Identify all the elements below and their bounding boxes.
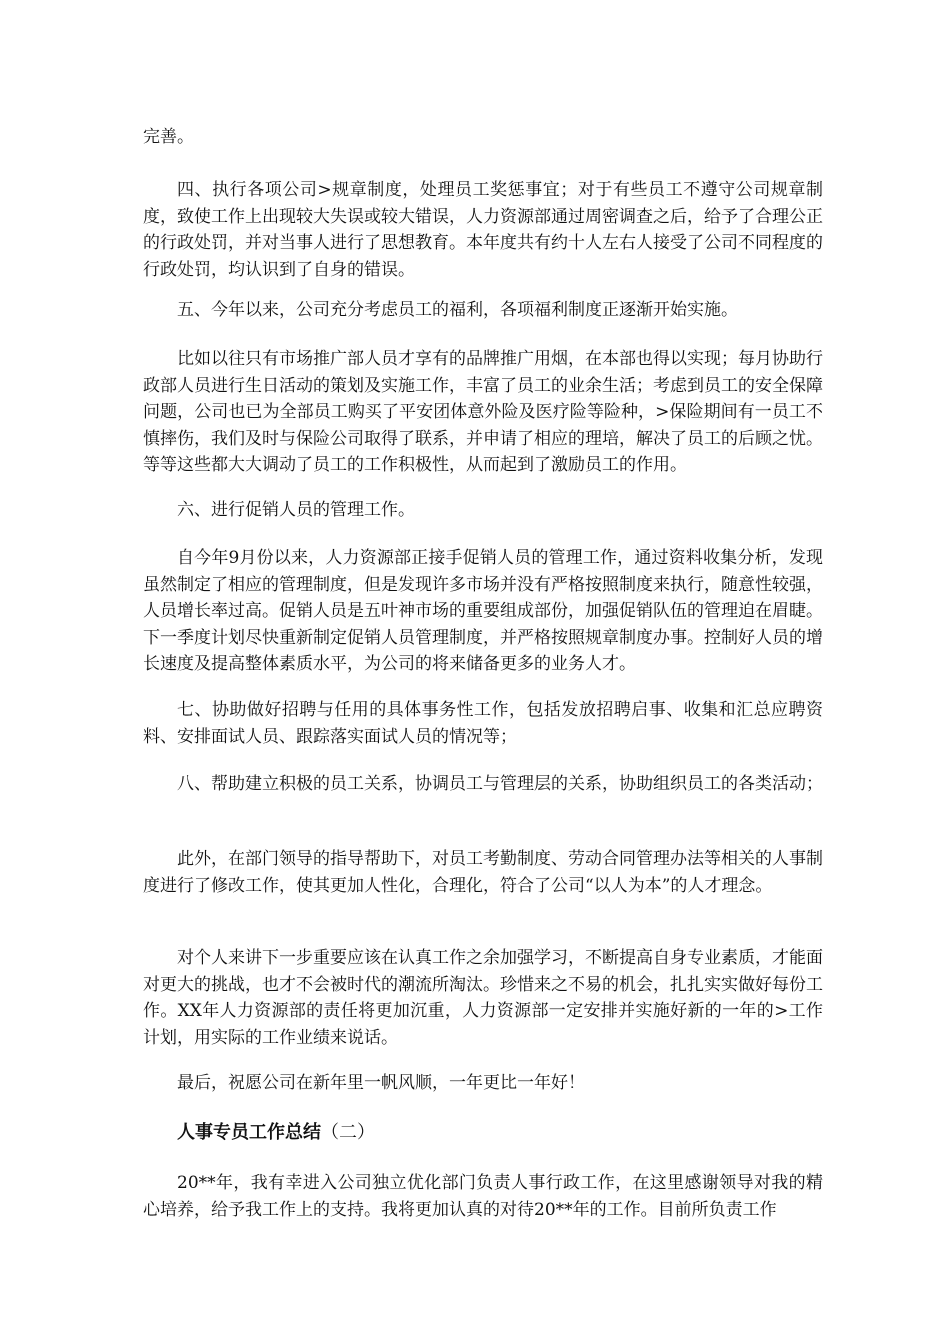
paragraph-promotion-staff: 自今年9月份以来，人力资源部正接手促销人员的管理工作，通过资料收集分析，发现虽然制定了相应的管理制度，但是发现许多市场并没有严格按照制度来执行，随意性较强，人员增长率过高。促销人员是五叶神市场的重要组成部份，加强促销队伍的管理迫在眉睫。下一季度计划尽快重新制定促销人员管理制度，并严格按照规章制度办事。控制好人员的增长速度及提高整体素质水平，为公司的将来储备更多的业务人才。	[143, 548, 823, 674]
paragraph-item-5: 五、今年以来，公司充分考虑员工的福利，各项福利制度正逐渐开始实施。	[177, 300, 738, 320]
section-heading-title: 人事专员工作总结	[177, 1122, 321, 1143]
paragraph-item-7: 七、协助做好招聘与任用的具体事务性工作，包括发放招聘启事、收集和汇总应聘资料、安排面试人员、跟踪落实面试人员的情况等；	[143, 700, 823, 747]
paragraph-summary-intro: 20**年，我有幸进入公司独立优化部门负责人事行政工作，在这里感谢领导对我的精心培养，给予我工作上的支持。我将更加认真的对待20**年的工作。目前所负责工作	[143, 1173, 823, 1220]
paragraph-item-6: 六、进行促销人员的管理工作。	[177, 500, 415, 520]
paragraph-closing-wish: 最后，祝愿公司在新年里一帆风顺，一年更比一年好！	[177, 1073, 585, 1093]
section-heading	[177, 1120, 375, 1146]
section-heading-number: （二）	[321, 1122, 375, 1143]
paragraph-continuation: 完善。	[143, 127, 194, 147]
paragraph-item-4: 四、执行各项公司>规章制度，处理员工奖惩事宜；对于有些员工不遵守公司规章制度，致使工作上出现较大失误或较大错误，人力资源部通过周密调查之后，给予了合理公正的行政处罚，并对当事人进行了思想教育。本年度共有约十人左右人接受了公司不同程度的行政处罚，均认识到了自身的错误。	[143, 180, 823, 280]
paragraph-system-revision: 此外，在部门领导的指导帮助下，对员工考勤制度、劳动合同管理办法等相关的人事制度进行了修改工作，使其更加人性化，合理化，符合了公司“以人为本”的人才理念。	[143, 849, 823, 896]
paragraph-welfare-details: 比如以往只有市场推广部人员才享有的品牌推广用烟，在本部也得以实现；每月协助行政部人员进行生日活动的策划及实施工作，丰富了员工的业余生活；考虑到员工的安全保障问题，公司也已为全部员工购买了平安团体意外险及医疗险等险种，>保险期间有一员工不慎摔伤，我们及时与保险公司取得了联系，并申请了相应的理培，解决了员工的后顾之忧。等等这些都大大调动了员工的工作积极性，从而起到了激励员工的作用。	[143, 349, 823, 475]
paragraph-item-8: 八、帮助建立积极的员工关系，协调员工与管理层的关系，协助组织员工的各类活动；	[177, 774, 823, 794]
paragraph-personal-plan: 对个人来讲下一步重要应该在认真工作之余加强学习，不断提高自身专业素质，才能面对更大的挑战，也才不会被时代的潮流所淘汰。珍惜来之不易的机会，扎扎实实做好每份工作。XX年人力资源部的责任将更加沉重，人力资源部一定安排并实施好新的一年的>工作计划，用实际的工作业绩来说话。	[143, 948, 823, 1048]
